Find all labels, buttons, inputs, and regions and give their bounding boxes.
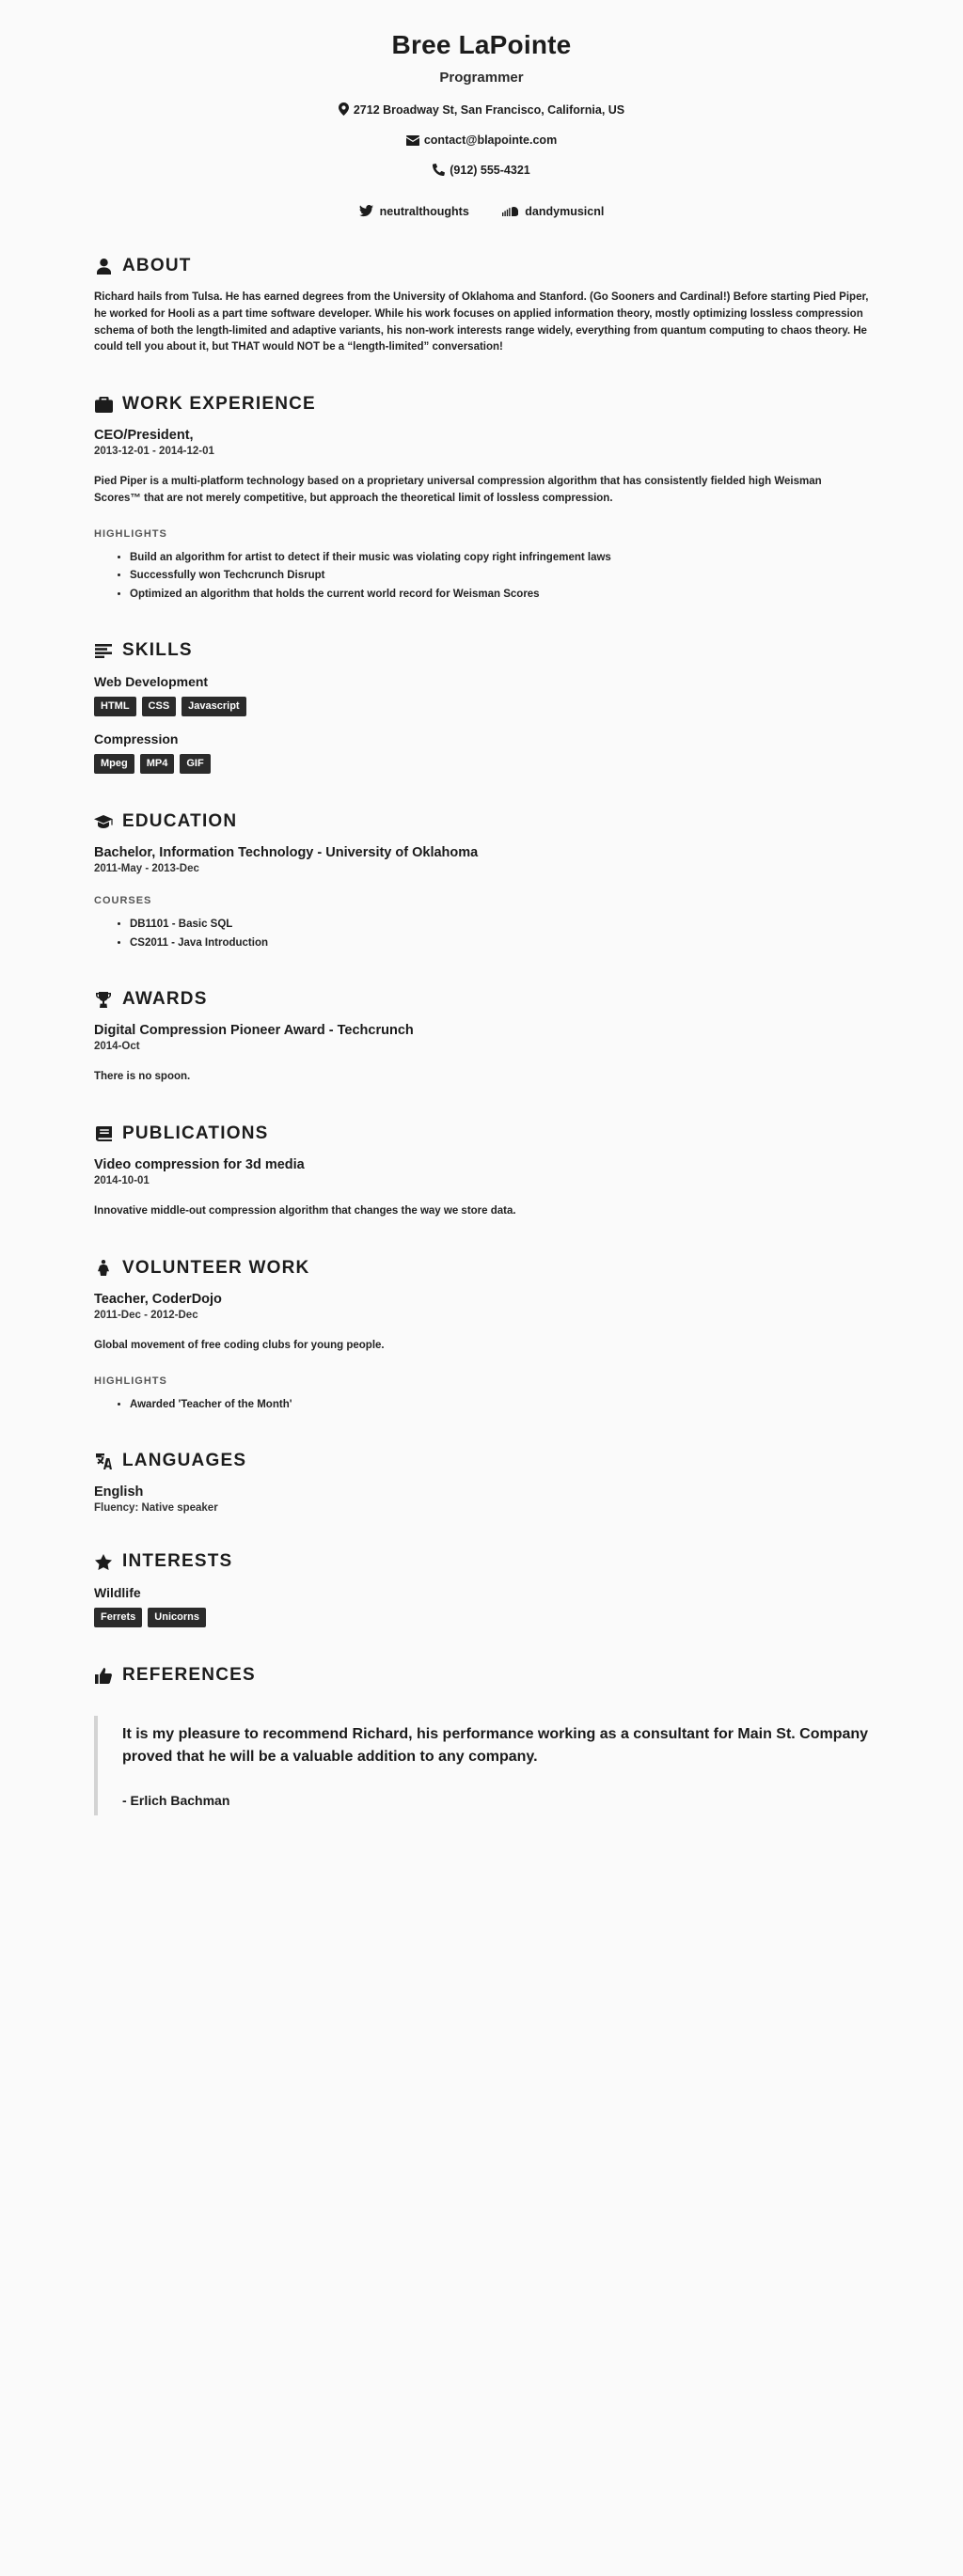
thumbs-up-icon — [94, 1666, 113, 1685]
tag: Mpeg — [94, 754, 134, 774]
contact-phone[interactable] — [94, 164, 869, 177]
section-about — [94, 256, 869, 356]
language-name: English — [94, 1484, 144, 1500]
phone-text: (912) 555-4321 — [450, 164, 530, 177]
tag: Unicorns — [148, 1608, 206, 1627]
soundcloud-icon — [502, 207, 518, 217]
section-awards — [94, 989, 869, 1086]
graduation-cap-icon — [94, 812, 113, 831]
awards-heading — [94, 989, 869, 1010]
work-summary: Pied Piper is a multi-platform technology based on a proprietary universal compression algorithm that has consistently fielded high Weisman Scores™ that are not merely competitive, but approach the theoretical limit of lossless compression. — [94, 476, 822, 505]
contact-location — [94, 102, 869, 117]
work-dates: 2013-12-01 - 2014-12-01 — [94, 446, 214, 458]
tag: HTML — [94, 697, 136, 716]
book-icon — [94, 1124, 113, 1143]
publications-title: PUBLICATIONS — [122, 1123, 269, 1144]
social-soundcloud[interactable] — [502, 205, 604, 218]
list-item: • Build an algorithm for artist to detect if their music was violating copy right infringement laws — [130, 549, 869, 566]
section-work-experience — [94, 394, 869, 603]
skill-group — [94, 731, 869, 774]
list-item: • Successfully won Techcrunch Disrupt — [130, 567, 869, 584]
email-text: contact@blapointe.com — [423, 134, 558, 147]
list-item: • CS2011 - Java Introduction — [130, 935, 869, 951]
education-title: EDUCATION — [122, 811, 238, 832]
publication-date: 2014-10-01 — [94, 1175, 150, 1187]
translate-icon — [94, 1452, 113, 1470]
section-references — [94, 1665, 869, 1815]
work-heading — [94, 394, 869, 415]
interests-heading — [94, 1551, 869, 1572]
education-dates: 2011-May - 2013-Dec — [94, 863, 199, 875]
volunteer-heading — [94, 1258, 869, 1279]
person-icon — [94, 1259, 113, 1278]
education-degree: Bachelor, Information Technology - University of Oklahoma — [94, 845, 479, 861]
references-heading — [94, 1665, 869, 1686]
volunteer-title: VOLUNTEER WORK — [122, 1257, 310, 1278]
phone-icon — [433, 164, 445, 176]
section-education — [94, 811, 869, 951]
interest-name: Wildlife — [94, 1585, 141, 1601]
work-title: WORK EXPERIENCE — [122, 394, 316, 415]
section-interests — [94, 1551, 869, 1627]
skill-group — [94, 674, 869, 716]
skills-title: SKILLS — [122, 640, 193, 661]
tag: MP4 — [140, 754, 175, 774]
twitter-handle: neutralthoughts — [379, 205, 469, 218]
publication-name: Video compression for 3d media — [94, 1157, 305, 1173]
section-volunteer-work — [94, 1258, 869, 1413]
reference-quote-block — [94, 1716, 869, 1815]
list-item: • Awarded 'Teacher of the Month' — [130, 1396, 869, 1413]
contact-email[interactable] — [94, 134, 869, 147]
social-links — [94, 205, 869, 218]
user-icon — [94, 257, 113, 275]
list-item: • DB1101 - Basic SQL — [130, 916, 869, 933]
volunteer-highlights-label: HIGHLIGHTS — [94, 1374, 167, 1387]
soundcloud-handle: dandymusicnl — [525, 205, 605, 218]
section-publications — [94, 1123, 869, 1220]
reference-author: - Erlich Bachman — [122, 1793, 230, 1809]
interest-tags — [94, 1608, 869, 1627]
work-position: CEO/President, — [94, 428, 194, 444]
reference-quote: It is my pleasure to recommend Richard, his performance working as a consultant for Main St. Company proved that he will be a valuable addition to any company. — [122, 1726, 869, 1766]
languages-heading — [94, 1451, 869, 1471]
volunteer-dates: 2011-Dec - 2012-Dec — [94, 1309, 198, 1321]
skill-group-name: Web Development — [94, 674, 209, 690]
volunteer-summary: Global movement of free coding clubs for young people. — [94, 1339, 385, 1351]
tag: Javascript — [182, 697, 245, 716]
award-name: Digital Compression Pioneer Award - Techcrunch — [94, 1023, 414, 1039]
references-title: REFERENCES — [122, 1665, 256, 1686]
list-item: • Optimized an algorithm that holds the current world record for Weisman Scores — [130, 586, 869, 603]
work-highlights-label: HIGHLIGHTS — [94, 527, 167, 540]
list-icon — [94, 641, 113, 660]
skill-group-name: Compression — [94, 731, 179, 747]
tag: GIF — [180, 754, 210, 774]
about-title: ABOUT — [122, 256, 192, 275]
publications-heading — [94, 1123, 869, 1144]
map-pin-icon — [339, 102, 349, 116]
twitter-icon — [359, 205, 373, 217]
language-fluency: Fluency: Native speaker — [94, 1502, 218, 1515]
resume-header — [94, 30, 869, 218]
skills-heading — [94, 640, 869, 661]
award-summary: There is no spoon. — [94, 1071, 191, 1083]
location-text: 2712 Broadway St, San Francisco, California, US — [353, 103, 625, 117]
section-languages — [94, 1451, 869, 1514]
envelope-icon — [406, 135, 419, 146]
education-courses-label: COURSES — [94, 895, 152, 907]
social-twitter[interactable] — [359, 205, 469, 218]
education-courses-list — [94, 916, 869, 951]
volunteer-highlights-list — [94, 1396, 869, 1413]
job-title: Programmer — [439, 70, 524, 86]
work-highlights-list — [94, 549, 869, 603]
languages-title: LANGUAGES — [122, 1451, 247, 1471]
tag: Ferrets — [94, 1608, 142, 1627]
star-icon — [94, 1552, 113, 1571]
interests-title: INTERESTS — [122, 1551, 233, 1572]
tag: CSS — [142, 697, 177, 716]
education-heading — [94, 811, 869, 832]
briefcase-icon — [94, 395, 113, 414]
skill-tags — [94, 754, 869, 774]
skill-tags — [94, 697, 869, 716]
award-date: 2014-Oct — [94, 1041, 140, 1053]
about-text: Richard hails from Tulsa. He has earned degrees from the University of Oklahoma and Stanford. (Go Sooners and Cardinal!) Before starting Pied Piper, he worked for Hooli as a part time software developer. While his work focuses on applied information theory, mostly optimizing lossless compression schema of both the length-limited and adaptive variants, his non-work interests range widely, everything from quantum computing to chaos theory. He could tell you about it, but THAT would NOT be a “length-limited” conversation! — [94, 291, 869, 353]
section-skills — [94, 640, 869, 774]
volunteer-position: Teacher, CoderDojo — [94, 1291, 222, 1307]
awards-title: AWARDS — [122, 989, 208, 1010]
page-title: Bree LaPointe — [391, 30, 572, 59]
trophy-icon — [94, 990, 113, 1009]
about-heading — [94, 256, 869, 276]
publication-summary: Innovative middle-out compression algorithm that changes the way we store data. — [94, 1205, 516, 1217]
